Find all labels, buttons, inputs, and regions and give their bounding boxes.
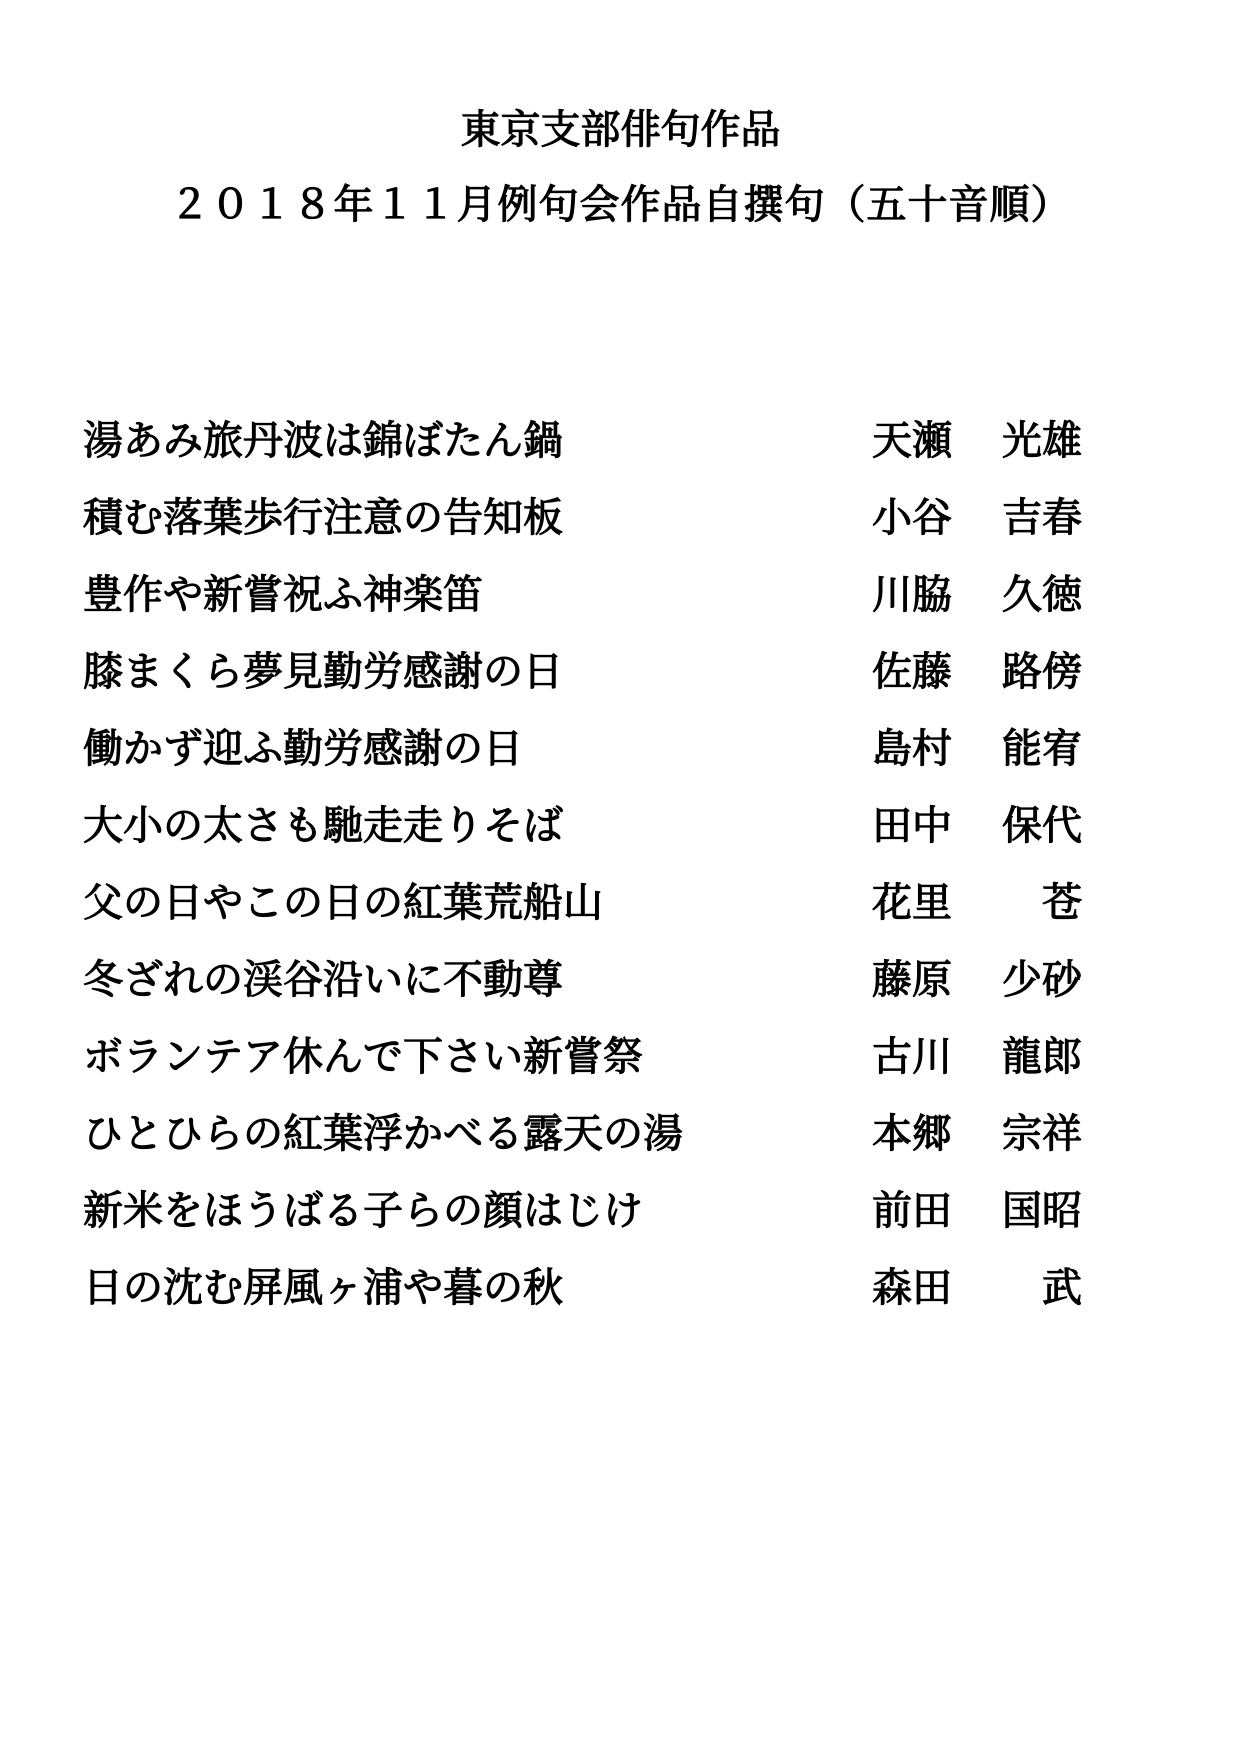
author-surname: 川脇: [872, 571, 952, 618]
haiku-row: [0, 710, 1241, 787]
haiku-row: [0, 479, 1241, 556]
author-surname: 前田: [872, 1187, 952, 1234]
haiku-text: 日の沈む屏風ヶ浦や暮の秋: [83, 1264, 563, 1311]
author-surname: 本郷: [872, 1110, 952, 1157]
page-title: 東京支部俳句作品: [460, 106, 781, 153]
haiku-list: [0, 402, 1241, 1326]
haiku-row: [0, 1095, 1241, 1172]
haiku-row: [0, 556, 1241, 633]
haiku-text: 湯あみ旅丹波は錦ぼたん鍋: [83, 417, 563, 464]
author-surname: 古川: [872, 1033, 952, 1080]
author-given-name: 国昭: [1002, 1187, 1082, 1234]
haiku-text: 冬ざれの渓谷沿いに不動尊: [83, 956, 563, 1003]
haiku-row: [0, 787, 1241, 864]
haiku-row: [0, 1018, 1241, 1095]
haiku-text: ボランテア休んで下さい新嘗祭: [83, 1033, 643, 1080]
haiku-row: [0, 941, 1241, 1018]
page-subtitle: ２０１８年１１月例句会作品自撰句（五十音順）: [169, 181, 1072, 228]
haiku-row: [0, 1249, 1241, 1326]
haiku-text: ひとひらの紅葉浮かべる露天の湯: [83, 1110, 683, 1157]
author-surname: 島村: [872, 725, 952, 772]
author-surname: 森田: [872, 1264, 952, 1311]
author-given-name: 吉春: [1002, 494, 1082, 541]
author-given-name: 龍郎: [1002, 1033, 1082, 1080]
haiku-row: [0, 864, 1241, 941]
author-surname: 藤原: [872, 956, 952, 1003]
haiku-text: 父の日やこの日の紅葉荒船山: [83, 879, 603, 926]
author-surname: 天瀬: [872, 417, 952, 464]
author-given-name: 少砂: [1002, 956, 1082, 1003]
author-given-name: 能宥: [1002, 725, 1082, 772]
haiku-text: 豊作や新嘗祝ふ神楽笛: [83, 571, 483, 618]
haiku-row: [0, 633, 1241, 710]
author-given-name: 武: [1042, 1264, 1082, 1311]
author-given-name: 苍: [1042, 879, 1082, 926]
haiku-row: [0, 402, 1241, 479]
author-surname: 小谷: [872, 494, 952, 541]
author-surname: 田中: [872, 802, 952, 849]
author-given-name: 路傍: [1002, 648, 1082, 695]
haiku-text: 積む落葉歩行注意の告知板: [83, 494, 563, 541]
author-surname: 佐藤: [872, 648, 952, 695]
author-given-name: 保代: [1002, 802, 1082, 849]
author-given-name: 宗祥: [1002, 1110, 1082, 1157]
haiku-text: 働かず迎ふ勤労感謝の日: [83, 725, 523, 772]
haiku-text: 膝まくら夢見勤労感謝の日: [83, 648, 563, 695]
haiku-row: [0, 1172, 1241, 1249]
haiku-text: 新米をほうばる子らの顔はじけ: [83, 1187, 643, 1234]
haiku-text: 大小の太さも馳走走りそば: [83, 802, 563, 849]
author-given-name: 久徳: [1002, 571, 1082, 618]
author-surname: 花里: [872, 879, 952, 926]
author-given-name: 光雄: [1002, 417, 1082, 464]
